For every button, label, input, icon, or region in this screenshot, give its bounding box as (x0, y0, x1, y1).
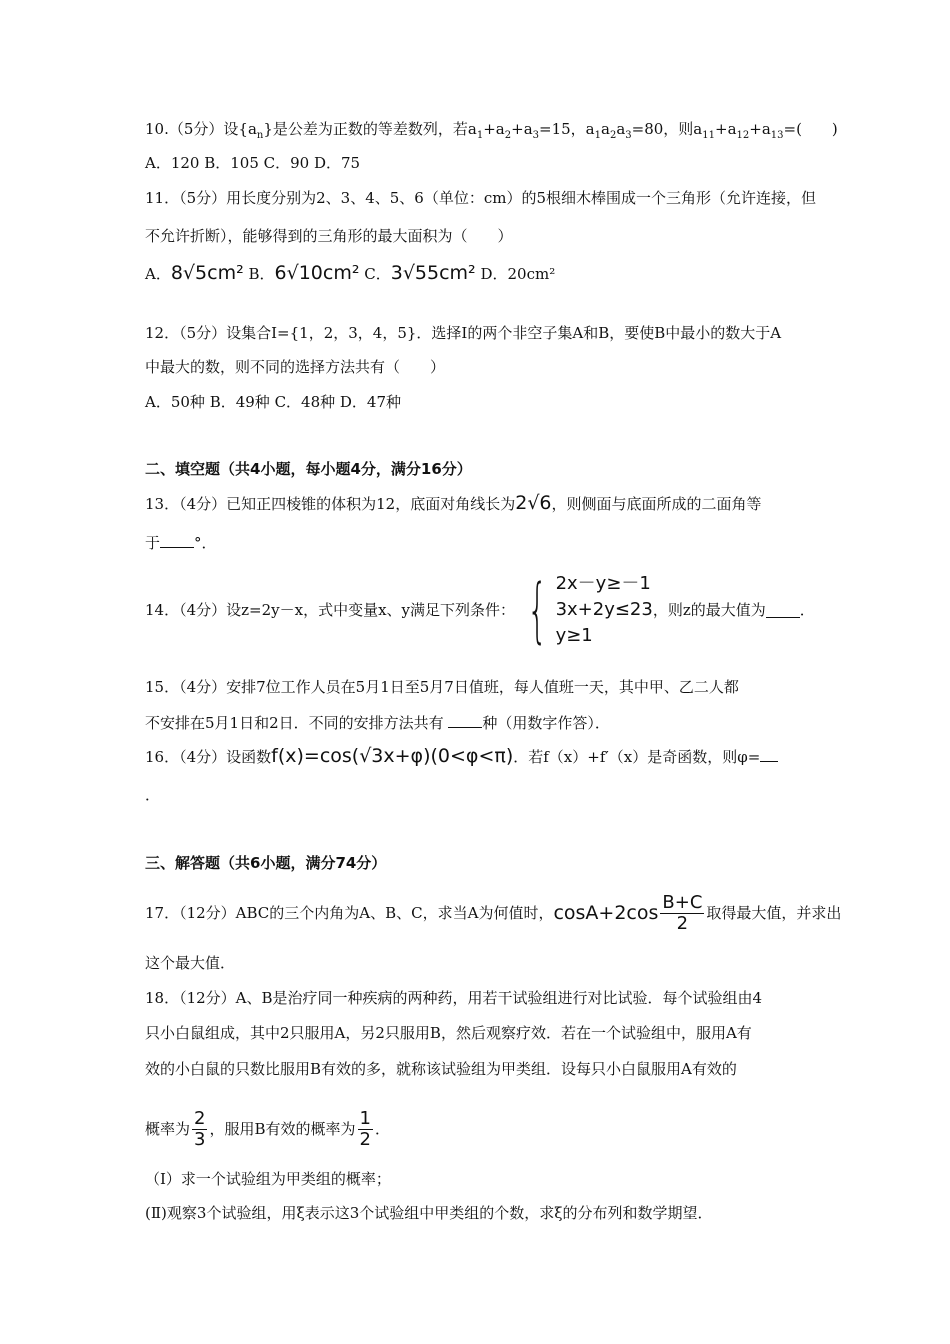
section-2-heading: 二、填空题（共4小题，每小题4分，满分16分） (145, 460, 472, 478)
q11-stem-line1: 11．（5分）用长度分别为2、3、4、5、6（单位：cm）的5根细木棒围成一个三角形（允许连接，但 (145, 189, 817, 207)
q15-answer-blank[interactable] (448, 713, 482, 728)
q14-constraint-3: y≥1 (555, 625, 593, 646)
q16-stem-line2: ． (145, 786, 161, 804)
left-brace-icon: { (527, 569, 548, 651)
q13-stem-line2: 于 °． (145, 534, 217, 552)
q11-stem-line2: 不允许折断），能够得到的三角形的最大面积为（ ） (145, 227, 513, 245)
q10-stem: 10.（5分）设$\{a_n\}$是公差为正数的等差数列，若$a_1+a_2+a_3=15$，$a_1a_2a_3=80$，则$a_{11}+a_{12}+a_{13}=$( ) (145, 120, 838, 141)
q18-part-1: （Ⅰ）求一个试验组为甲类组的概率； (145, 1170, 391, 1188)
q12-stem-line1: 12．（5分）设集合I={1，2，3，4，5}．选择I的两个非空子集A和B，要使B中最小的数大于A (145, 324, 782, 342)
q18-part-2: (Ⅱ)观察3个试验组，用ξ表示这3个试验组中甲类组的个数，求ξ的分布列和数学期望． (145, 1204, 713, 1222)
q11-options: A．8√5cm² B．6√10cm² C．3√55cm² D．20cm² (145, 262, 556, 284)
q12-options: A．50种 B．49种 C．48种 D．47种 (145, 393, 402, 411)
q10-options: A．120 B．105 C．90 D．75 (145, 154, 361, 172)
q18-fraction-a: $\frac{2}{3}$ (194, 1107, 206, 1150)
q14-constraint-1: 2x－y≥－1 (555, 573, 651, 594)
q11-option-c: 3√55cm² (390, 262, 476, 284)
q18-fraction-b: $\frac{1}{2}$ (359, 1107, 371, 1150)
q13-answer-blank[interactable] (160, 533, 194, 548)
q17-math: cosA+2cos (553, 902, 659, 924)
q16-stem-line1: 16．（4分）设函数f(x)=cos(√3x+φ)(0<φ<π)．若f（x）+f′（x）是奇函数，则φ= (145, 745, 778, 768)
q17-stem-line1: 17．（12分）ABC的三个内角为A、B、C，求当A为何值时， cosA+2cos $\frac{B+C}{2}$ 取得最大值，并求出 (145, 891, 842, 934)
q11-option-d: D．20cm² (480, 265, 556, 283)
q16-math: f(x)=cos(√3x+φ)(0<φ<π) (271, 745, 514, 767)
q15-stem-line2: 不安排在5月1日和2日．不同的安排方法共有 种（用数字作答）． (145, 714, 610, 732)
q17-stem-line2: 这个最大值． (145, 954, 236, 972)
q14-constraint-system (515, 571, 653, 649)
q14-answer-blank[interactable] (766, 603, 800, 618)
q15-stem-line1: 15．（4分）安排7位工作人员在5月1日至5月7日值班，每人值班一天，其中甲、乙二人都 (145, 678, 739, 696)
q14-constraint-2: 3x+2y≤23 (555, 599, 653, 620)
q17-fraction: $\frac{B+C}{2}$ (662, 891, 703, 934)
q18-stem-line2: 只小白鼠组成，其中2只服用A，另2只服用B，然后观察疗效．若在一个试验组中，服用A有 (145, 1024, 752, 1042)
q11-option-a: 8√5cm² (170, 262, 244, 284)
q11-option-b: 6√10cm² (274, 262, 360, 284)
q12-stem-line2: 中最大的数，则不同的选择方法共有（ ） (145, 358, 446, 376)
section-3-heading: 三、解答题（共6小题，满分74分） (145, 854, 387, 872)
q18-stem-line1: 18．（12分）A、B是治疗同一种疾病的两种药，用若干试验组进行对比试验．每个试验组由4 (145, 989, 763, 1007)
q18-stem-line3: 效的小白鼠的只数比服用B有效的多，就称该试验组为甲类组．设每只小白鼠服用A有效的 (145, 1060, 737, 1078)
q13-math: 2√6 (515, 492, 552, 514)
q16-answer-blank[interactable] (760, 747, 778, 762)
q14-stem: 14．（4分）设z=2y－x，式中变量x、y满足下列条件： { 2x－y≥－1 3x+2y≤23 y≥1 ，则z的最大值为 ． (145, 569, 815, 651)
q18-stem-line4: 概率为 $\frac{2}{3}$ ，服用B有效的概率为 $\frac{1}{2}$ ． (145, 1107, 390, 1150)
q13-stem-line1: 13．（4分）已知正四棱锥的体积为12，底面对角线长为2√6，则侧面与底面所成的二面角等 (145, 492, 762, 514)
